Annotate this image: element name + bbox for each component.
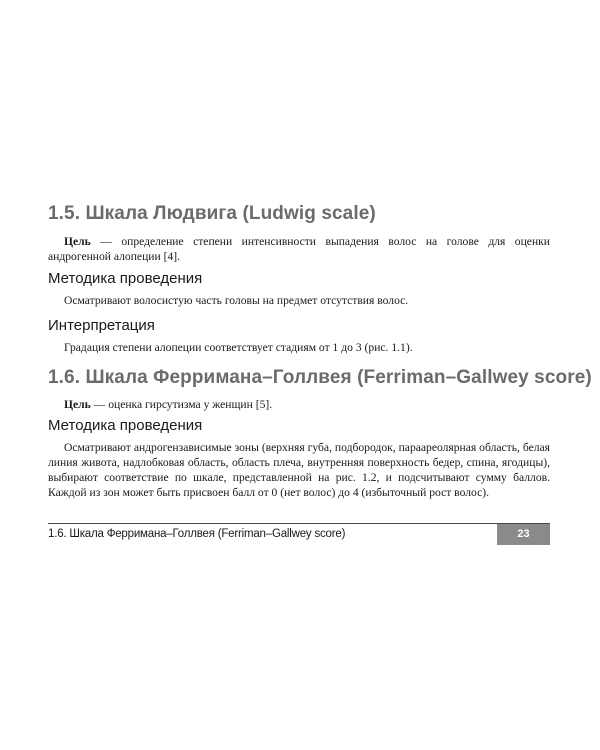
page-number-badge: 23	[497, 524, 550, 545]
ludwig-goal-text: — определение степени интенсивности выпадения волос на голове для оценки андрогенной алопеции [4].	[48, 235, 550, 263]
ferriman-goal-paragraph	[48, 397, 550, 412]
footer-rule	[48, 523, 550, 524]
ludwig-interpretation-text: Градация степени алопеции соответствует стадиям от 1 до 3 (рис. 1.1).	[64, 341, 413, 354]
ludwig-goal-paragraph	[48, 234, 550, 264]
running-footer-title: 1.6. Шкала Ферримана–Голлвея (Ferriman–Gallwey score)	[48, 528, 346, 540]
ferriman-goal-text: — оценка гирсутизма у женщин [5].	[90, 398, 273, 411]
ferriman-method-heading: Методика проведения	[48, 417, 203, 434]
ludwig-method-heading: Методика проведения	[48, 270, 203, 287]
ferriman-goal-term: Цель	[64, 398, 91, 411]
ludwig-method-text: Осматривают волосистую часть головы на предмет отсутствия волос.	[64, 294, 409, 307]
section-title-ferriman-gallwey: 1.6. Шкала Ферримана–Голлвея (Ferriman–Gallwey score)	[48, 367, 592, 388]
ferriman-method-text: Осматривают андрогензависимые зоны (верхняя губа, подбородок, параареолярная область, белая линия живота, надлобковая область, область плеча, внутренняя поверхность бедер, спина, ягодицы), выбирают соответствие по шкале, представленной на рис. 1.2, и подсчитывают сумму баллов. Каждой из зон может быть присвоен балл от 0 (нет волос) до 4 (избыточный рост волос).	[48, 441, 550, 499]
ludwig-interpretation-heading: Интерпретация	[48, 317, 155, 334]
section-title-ludwig: 1.5. Шкала Людвига (Ludwig scale)	[48, 203, 376, 224]
ludwig-goal-term: Цель	[64, 235, 91, 248]
